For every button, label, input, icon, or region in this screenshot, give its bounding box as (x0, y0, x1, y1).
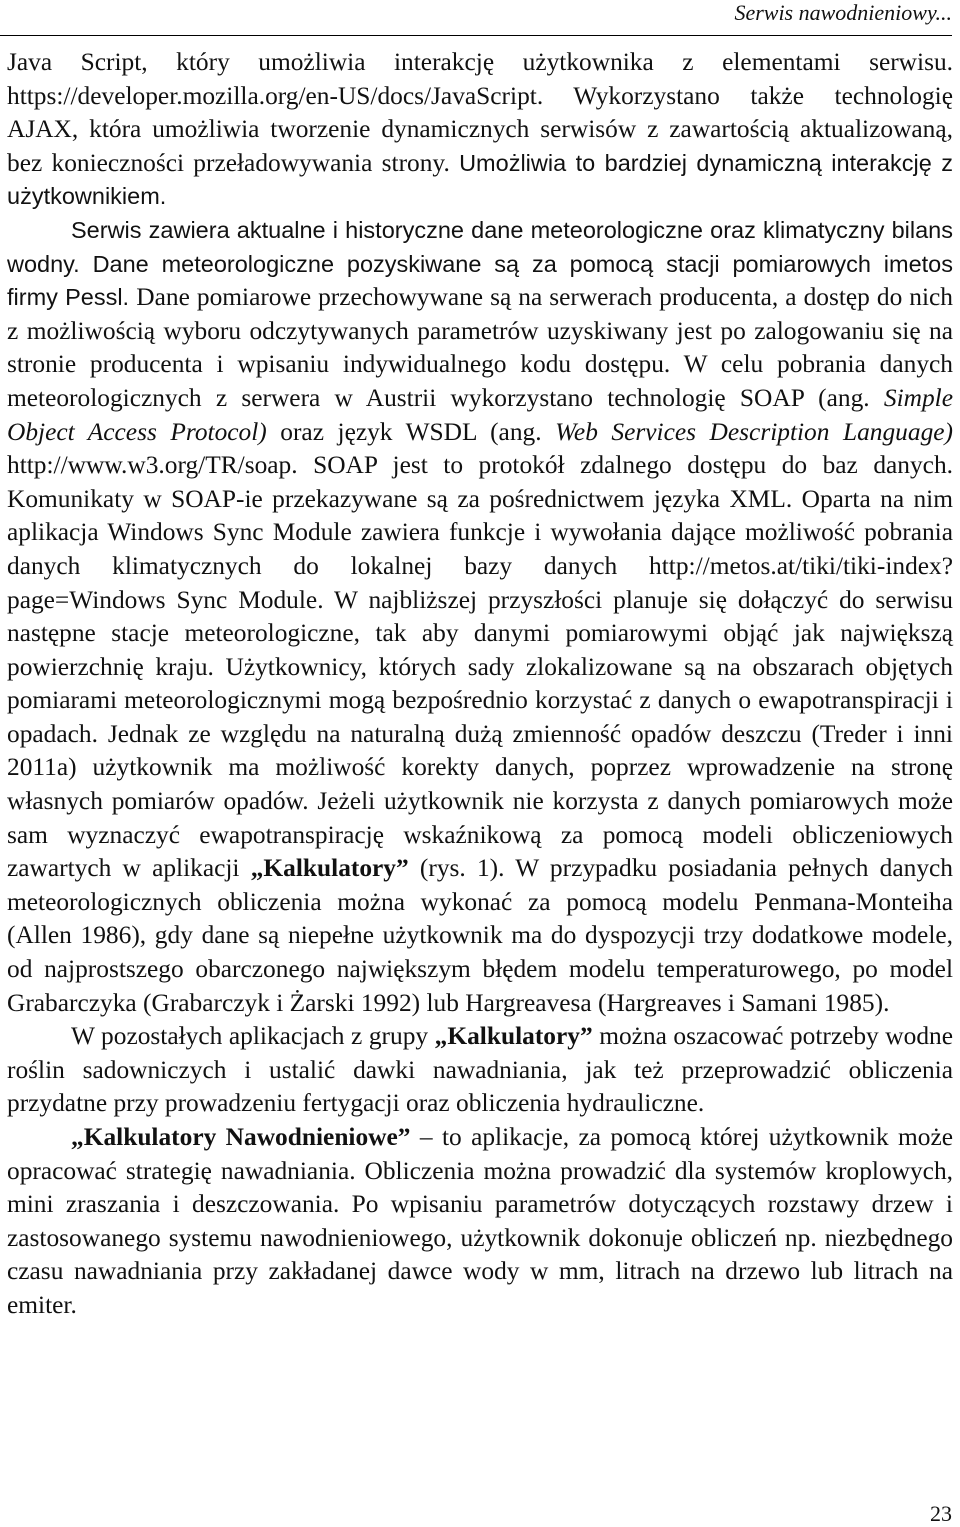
page-body (7, 46, 953, 1323)
p2-text-d: (rys. 1). W przypadku posiadania pełnych danych meteorologicznych obliczenia można wykonać za pomocą modelu Penmana-Monteiha (Allen 1986), gdy dane są niepełne użytkownik ma do dyspozycji trzy dodatkowe modele, od najprostszego obarczonego największym błędem modelu temperaturowego, po model Grabarczyka (Grabarczyk i Żarski 1992) lub Hargreavesa (Hargreaves i Samani 1985). (7, 854, 953, 1017)
p2-italic-soap: Simple Object Access Protocol) (7, 383, 953, 446)
paragraph-2 (7, 214, 953, 1020)
p2-sans-text: Serwis zawiera aktualne i historyczne dane meteorologiczne oraz klimatyczny bilans wodny. Dane meteorologiczne pozyskiwane są za pomocą stacji pomiarowych imetos firmy Pessl. (7, 216, 953, 311)
p2-text-a: Dane pomiarowe przechowywane są na serwerach producenta, a dostęp do nich z możliwością wyboru odczytywanych parametrów uzyskiwany jest po zalogowaniu się na stronie producenta i wpisaniu indywidualnego kodu dostępu. W celu pobrania danych meteorologicznych z serwera w Austrii wykorzystano technologię SOAP (ang. (7, 283, 953, 412)
p3-bold-kalkulatory: „Kalkulatory” (434, 1022, 593, 1051)
paragraph-3 (7, 1020, 953, 1121)
p1-text: Java Script, który umożliwia interakcję użytkownika z elementami serwisu. https://developer.mozilla.org/en-US/docs/JavaScript. Wykorzystano także technologię AJAX, która umożliwia tworzenie dynamicznych serwisów z zawartością aktualizowaną, bez konieczności przeładowywania strony. (7, 48, 953, 177)
p3-text-a: W pozostałych aplikacjach z grupy (71, 1022, 435, 1051)
p3-text-b: można oszacować potrzeby wodne roślin sadowniczych i ustalić dawki nawadniania, jak też przeprowadzić obliczenia przydatne przy prowadzeniu fertygacji oraz obliczenia hydrauliczne. (7, 1022, 953, 1118)
p2-italic-wsdl: Web Services Description Language) (555, 417, 953, 446)
running-title: Serwis nawodnieniowy... (734, 0, 952, 25)
paragraph-1 (7, 46, 953, 214)
p2-bold-kalkulatory: „Kalkulatory” (250, 854, 409, 883)
p4-bold-kalkulatory-nawodnieniowe: „Kalkulatory Nawodnieniowe” (71, 1123, 411, 1151)
page-number: 23 (930, 1501, 952, 1526)
p2-text-c: http://www.w3.org/TR/soap. SOAP jest to protokół zdalnego dostępu do baz danych. Komunikaty w SOAP-ie przekazywane są za pośrednictwem języka XML. Oparta na nim aplikacja Windows Sync Module zawiera funkcje i wywołania dające możliwość pobrania danych klimatycznych do lokalnej bazy danych http://metos.at/tiki/tiki-index?page=Windows Sync Module. W najbliższej przyszłości planuje się dołączyć do serwisu następne stacje meteorologiczne, tak aby danymi pomiarowymi objąć jak największą powierzchnię kraju. Użytkownicy, których sady zlokalizowane są na obszarach objętych pomiarami meteorologicznymi mogą bezpośrednio korzystać z danych o ewapotranspiracji i opadach. Jednak ze względu na naturalną dużą zmienność opadów deszczu (Treder i inni 2011a) użytkownik ma możliwość korekty danych, poprzez wprowadzenie na stronę własnych pomiarów opadów. Jeżeli użytkownik nie korzysta z danych pomiarowych może sam wyznaczyć ewapotranspirację wskaźnikową za pomocą modeli obliczeniowych zawartych w aplikacji (7, 451, 953, 883)
p4-text-a: – to aplikacje, za pomocą której użytkownik może opracować strategię nawadniania. Obliczenia można prowadzić dla systemów kroplowych, mini zraszania i deszczowania. Po wpisaniu parametrów dotyczących rozstawy drzew i zastosowanego systemu nawodnieniowego, użytkownik dokonuje obliczeń np. niezbędnego czasu nawadniania przy zakładanej dawce wody w mm, litrach na drzewo lub litrach na emiter. (7, 1123, 954, 1319)
p1-sans-text: Umożliwia to bardziej dynamiczną interakcję z użytkownikiem. (7, 149, 953, 210)
paragraph-4 (7, 1121, 953, 1323)
p2-text-b: oraz język WSDL (ang. (266, 417, 556, 446)
running-header (0, 0, 952, 36)
